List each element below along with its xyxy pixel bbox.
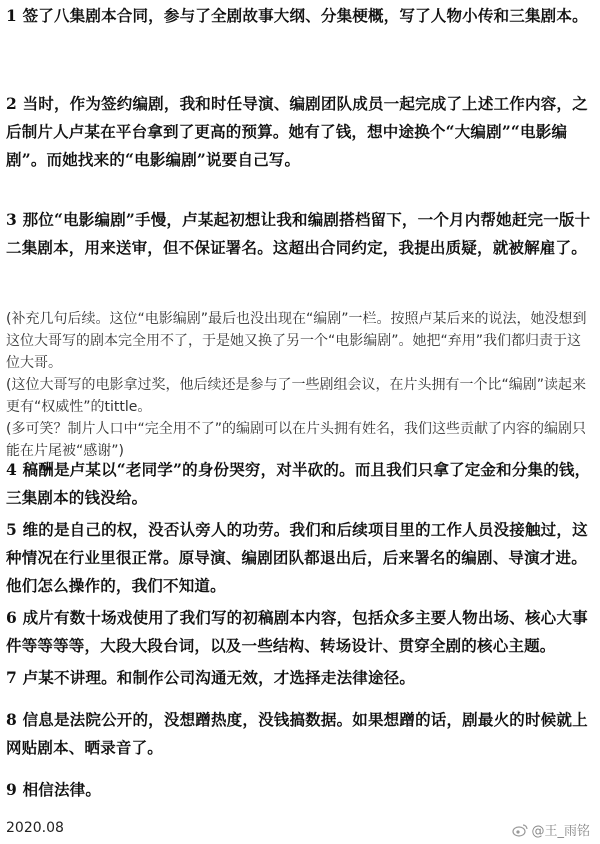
paragraph-1: 1 签了八集剧本合同，参与了全剧故事大纲、分集梗概，写了人物小传和三集剧本。 — [6, 6, 588, 25]
paragraph-3: 3 那位“电影编剧”手慢，卢某起初想让我和编剧搭档留下，一个月内帮她赶完一版十二集剧本，用来送审，但不保证署名。这超出合同约定，我提出质疑，就被解雇了。 — [6, 210, 591, 257]
watermark — [512, 820, 590, 839]
supplement-note-2: (这位大哥写的电影拿过奖，他后续还是参与了一些剧组会议，在片头拥有一个比“编剧”读起来更有“权威性”的tittle。 — [6, 377, 586, 415]
watermark-text: @王_雨铭 — [531, 824, 590, 839]
weibo-icon — [512, 823, 528, 837]
paragraph-6: 6 成片有数十场戏使用了我们写的初稿剧本内容，包括众多主要人物出场、核心大事件等等等等，大段大段台词，以及一些结构、转场设计、贯穿全剧的核心主题。 — [6, 608, 588, 655]
supplement-note-1: (补充几句后续。这位“电影编剧”最后也没出现在“编剧”一栏。按照卢某后来的说法，她没想到这位大哥写的剧本完全用不了，于是她又换了另一个“电影编剧”。她把“弃用”我们都归责于这位大哥。 — [6, 311, 587, 371]
paragraph-2: 2 当时，作为签约编剧，我和时任导演、编剧团队成员一起完成了上述工作内容，之后制片人卢某在平台拿到了更高的预算。她有了钱，想中途换个“大编剧”“电影编剧”。而她找来的“电影编剧”说要自己写。 — [6, 94, 588, 169]
paragraph-8: 8 信息是法院公开的，没想蹭热度，没钱搞数据。如果想蹭的话，剧最火的时候就上网贴剧本、晒录音了。 — [6, 710, 588, 757]
paragraph-7: 7 卢某不讲理。和制作公司沟通无效，才选择走法律途径。 — [6, 668, 416, 687]
paragraph-5: 5 维的是自己的权，没否认旁人的功劳。我们和后续项目里的工作人员没接触过，这种情况在行业里很正常。原导演、编剧团队都退出后，后来署名的编剧、导演才进。他们怎么操作的，我们不知道。 — [6, 520, 588, 595]
supplement-notes — [6, 308, 594, 462]
document-date: 2020.08 — [6, 820, 64, 836]
supplement-note-3: (多可笑？制片人口中“完全用不了”的编剧可以在片头拥有姓名，我们这些贡献了内容的编剧只能在片尾被“感谢”) — [6, 421, 586, 459]
paragraph-4: 4 稿酬是卢某以“老同学”的身份哭穷，对半砍的。而且我们只拿了定金和分集的钱，三集剧本的钱没给。 — [6, 460, 591, 507]
paragraph-9: 9 相信法律。 — [6, 780, 102, 799]
